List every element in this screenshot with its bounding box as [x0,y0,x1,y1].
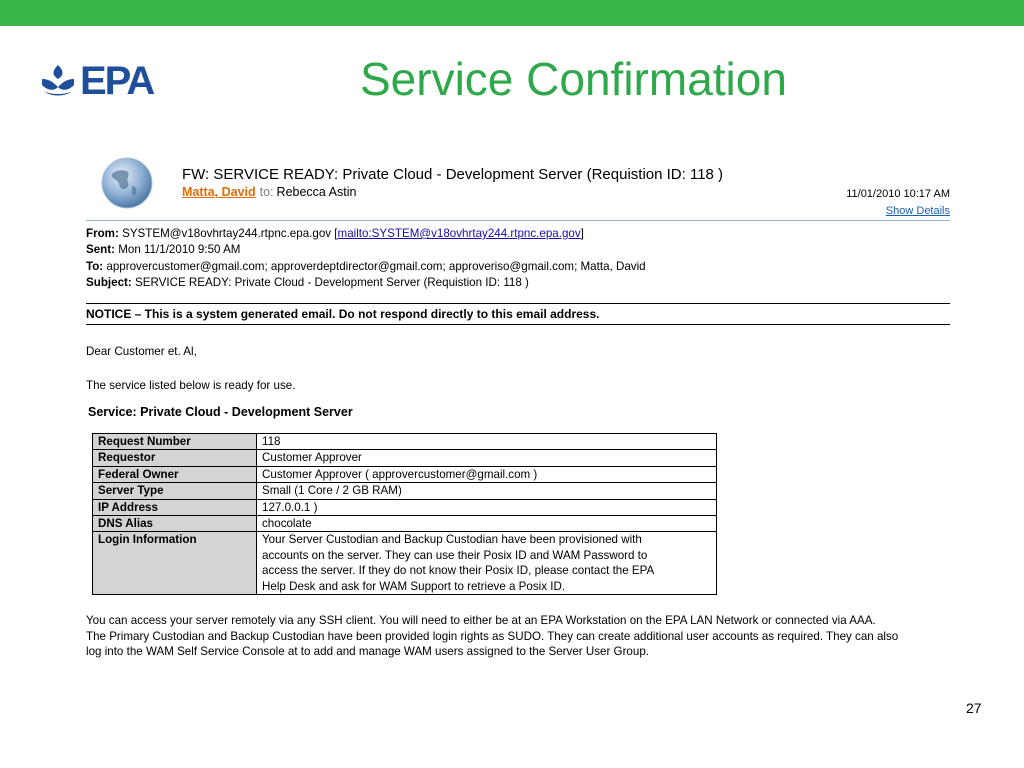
page-number: 27 [966,700,982,716]
table-label: Request Number [93,434,257,450]
mailto-link[interactable]: mailto:SYSTEM@v18ovhrtay244.rtpnc.epa.gov [337,227,581,240]
meta-sent-row [86,242,646,258]
email-from-line [182,185,356,199]
table-label: DNS Alias [93,516,257,532]
to-label: to: [259,185,274,199]
email-subject: FW: SERVICE READY: Private Cloud - Development Server (Requistion ID: 118 ) [182,166,724,183]
show-details-link[interactable]: Show Details [885,205,950,217]
footer-text [86,613,898,660]
meta-sent-label: Sent: [86,243,115,257]
meta-to-row [86,259,646,275]
table-row [93,516,717,532]
forwarded-header [86,226,646,292]
table-label: IP Address [93,499,257,515]
meta-from-label: From: [86,227,119,240]
table-label: Login Information [93,532,257,595]
table-row [93,499,717,515]
meta-to-value: approvercustomer@gmail.com; approverdeptdirector@gmail.com; approveriso@gmail.com; Matta, David [106,259,646,273]
globe-icon [100,156,154,210]
service-heading: Service: Private Cloud - Development Server [88,405,353,419]
footer-line: The Primary Custodian and Backup Custodian have been provided login rights as SUDO. They can create additional user accounts as required. They can also [86,629,899,643]
email-screenshot [86,150,950,665]
meta-subject-row [86,275,646,291]
epa-flower-icon [40,63,76,99]
greeting: Dear Customer et. Al, [86,345,197,358]
login-line: accounts on the server. They can use their Posix ID and WAM Password to [262,548,648,562]
table-row [93,483,717,499]
table-label: Federal Owner [93,466,257,482]
login-line: Help Desk and ask for WAM Support to retrieve a Posix ID. [262,579,566,593]
meta-sent-value: Mon 11/1/2010 9:50 AM [118,243,241,257]
table-label: Server Type [93,483,257,499]
table-value: chocolate [257,516,717,532]
login-line: Your Server Custodian and Backup Custodian have been provisioned with [262,533,642,547]
table-value: 127.0.0.1 ) [257,499,717,515]
top-green-bar [0,0,1024,26]
table-value: 118 [257,434,717,450]
table-value: Customer Approver ( approvercustomer@gmail.com ) [257,466,717,482]
header-divider [86,220,950,221]
notice-banner: NOTICE – This is a system generated email. Do not respond directly to this email address. [86,303,950,325]
sender-name[interactable]: Matta, David [182,185,256,199]
footer-line: log into the WAM Self Service Console at to add and manage WAM users assigned to the Server User Group. [86,645,649,659]
table-value: Customer Approver [257,450,717,466]
table-label: Requestor [93,450,257,466]
meta-from-value: SYSTEM@v18ovhrtay244.rtpnc.epa.gov [122,227,332,240]
table-value-login [257,532,717,595]
footer-line: You can access your server remotely via any SSH client. You will need to either be at an EPA Workstation on the EPA LAN Network or connected via AAA. [86,614,876,627]
meta-to-label: To: [86,259,104,273]
meta-from-row: From: SYSTEM@v18ovhrtay244.rtpnc.epa.gov [mailto:SYSTEM@v18ovhrtay244.rtpnc.epa.gov] [86,227,584,240]
table-row [93,434,717,450]
slide-title: Service Confirmation [360,53,787,105]
meta-subject-label: Subject: [86,276,132,290]
meta-subject-value: SERVICE READY: Private Cloud - Development Server (Requistion ID: 118 ) [134,276,529,290]
epa-logo [40,59,154,103]
login-line: access the server. If they do not know their Posix ID, please contact the EPA [262,564,655,578]
logo-text: EPA [80,59,154,103]
email-date: 11/01/2010 10:17 AM [846,188,950,200]
recipient-name: Rebecca Astin [276,185,357,199]
table-value: Small (1 Core / 2 GB RAM) [257,483,717,499]
intro-text: The service listed below is ready for use. [86,379,296,392]
table-row [93,450,717,466]
service-table [92,433,717,595]
table-row-login [93,532,717,595]
table-row [93,466,717,482]
